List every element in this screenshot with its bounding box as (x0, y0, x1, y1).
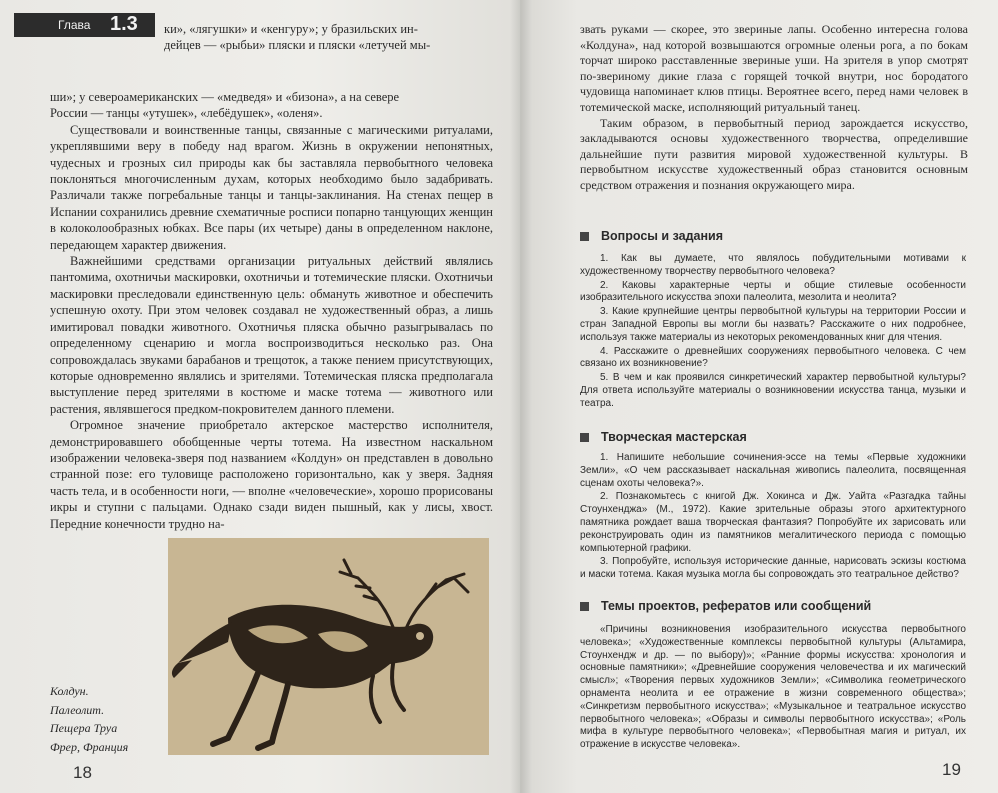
topics-list (580, 624, 966, 753)
list-item: 4. Расскажите о древнейших сооружениях первобытного человека. С чем связано их возникновение? (580, 345, 966, 370)
section-heading-topics (580, 599, 970, 613)
right-page (520, 0, 998, 793)
caption-line: Пещера Труа (50, 721, 118, 735)
topics-text: «Причины возникновения изобразительного искусства первобытного человека»; «Художественные комплексы первобытной культуры (Альтамира, Стоунхендж и др. — по выбору)»; «Ранние формы искусства: хронология и основные памятники»; «Древнейшие сооружения человечества и их магический смысл»; «Творения первых художников Земли»; «Символика геометрического орнамента неолита и ее отражение в жизни современного общества»; «Синкретизм первобытного искусства»; «Музыкальное и театральное искусство первобытного человека»; «Образы и символы первобытного искусства»; «Роль мифа в культуре первобытного человека»; «Первобытная магия и ритуал, их отражение в искусстве человека». (580, 624, 966, 751)
section-title: Творческая мастерская (601, 430, 747, 444)
right-body-text (580, 22, 968, 194)
text-line: ши»; у североамериканских — «медведя» и «бизона», а на севере (50, 90, 400, 104)
list-item: 1. Как вы думаете, что являлось побудительными мотивами к художественному творчеству первобытного человека? (580, 253, 966, 277)
paragraph: звать руками — скорее, это звериные лапы. Особенно интересна голова «Колдуна», над которой возвышаются огромные оленьи рога, а по бокам торчат широко расставленные звериные уши. На зрителя в упор смотрят по-звериному дикие глаза с горящей точкой внутри, нос бородатого чудовища напоминает клюв птицы. Вероятнее всего, перед нами человек в тотемической маске, исполняющий ритуальный танец. (580, 22, 968, 114)
list-item: 3. Какие крупнейшие центры первобытной культуры на территории России и стран Западной Европы вы могли бы назвать? Расскажите о них подробнее, используя также материалы из некоторых рекомендованных книг для чтения. (580, 306, 966, 343)
text-line: России — танцы «утушек», «лебёдушек», «оленя». (50, 106, 323, 121)
caption-line: Палеолит. (50, 702, 105, 717)
sorcerer-figure-drawing (168, 538, 489, 755)
section-heading-questions (580, 229, 970, 243)
section-title: Темы проектов, рефератов или сообщений (601, 599, 872, 613)
caption-line: Фрер, Франция (50, 739, 129, 754)
questions-list (580, 253, 966, 412)
square-bullet-icon (580, 232, 589, 241)
workshop-list (580, 452, 966, 583)
chapter-number: 1.3 (110, 13, 138, 35)
square-bullet-icon (580, 433, 589, 442)
page-number-right: 19 (942, 760, 961, 779)
chapter-header (14, 13, 155, 37)
paragraph: Важнейшими средствами организации ритуальных действий являлись пантомима, охотничьи маскировки, охотничьи и тотемические пляски. Охотничьи маскировки преследовали единственную цель: обмануть животное и обеспечить успешную охоту. При этом человек создавал не художественный образ, а лишь имитировал повадки животного. Охотничья пляска обычно разыгрывалась по определенному сценарию и могла воспроизводиться несколько раз. Она сопровождалась звуками барабанов и трещоток, а также пением присутствующих, которые одновременно являлись и зрителями. Тотемическая пляска предполагала выступление перед зрителями в костюме и маске тотема — животного или растения, являвшегося предком-покровителем данного племени. (50, 254, 493, 416)
list-item: 2. Познакомьтесь с книгой Дж. Хокинса и Дж. Уайта «Разгадка тайны Стоунхенджа» (М., 1972). Какие зрительные образы этого архитектурного памятника рождает ваша творческая фантазия? Попробуйте их зарисовать или реконструировать один из памятников мегалитического периода с помощью компьютерной графики. (580, 491, 966, 554)
paragraph: Таким образом, в первобытный период зарождается искусство, закладываются основы художественного творчества, определившие дальнейшие пути развития мировой художественной культуры. В первобытном искусстве художественный образ становится основным средством отражения и познания окружающего мира. (580, 115, 968, 192)
section-heading-workshop (580, 430, 970, 444)
chapter-label: Глава (58, 18, 91, 32)
sorcerer-cave-illustration (168, 538, 489, 755)
paragraph: Существовали и воинственные танцы, связанные с магическими ритуалами, укреплявшими веру в победу над врагом. Жизнь в окружении непонятных, чудесных и грозных сил природы как бы заставляла первобытного человека поклоняться многочисленным духам, которых необходимо было задабривать. Различали также погребальные танцы и танцы-заклинания. На стенах пещер в Испании сохранились древние схематичные росписи попарно танцующих женщин в колоколообразных юбках. Все пары (их четыре) даны в определенном наклоне, передающем характер движения. (50, 122, 493, 252)
page-number-left: 18 (73, 763, 92, 782)
left-body-text (50, 89, 493, 532)
book-gutter-shadow (510, 0, 532, 793)
list-item: 1. Напишите небольшие сочинения-эссе на темы «Первые художники Земли», «О чем рассказывает наскальная живопись палеолита, посвященная сценам охоты человека?». (580, 452, 966, 489)
list-item: 5. В чем и как проявился синкретический характер первобытной культуры? Для ответа используйте материалы о возникновении искусства танца, музыки и театра. (580, 372, 966, 409)
paragraph: Огромное значение приобретало актерское мастерство исполнителя, демонстрировавшего обобщенные черты тотема. На известном наскальном изображении человека-зверя под названием «Колдун» он представлен в довольно странной позе: его туловище расположено горизонтально, как у зверя. Задняя часть тела, и в особенности ноги, — вполне «человеческие», хорошо прорисованы икры и ступни с пальцами. Однако сзади виден пышный, как у лисы, хвост. Передние конечности трудно на- (50, 418, 493, 531)
text-line: ки», «лягушки» и «кенгуру»; у бразильских ин- (164, 22, 418, 36)
caption-line: Колдун. (50, 684, 89, 698)
text-line: дейцев — «рыбьи» пляски и пляски «летучей мы- (164, 38, 431, 53)
illustration-caption (50, 682, 128, 756)
list-item: 2. Каковы характерные черты и общие стилевые особенности изобразительного искусства эпохи палеолита, мезолита и неолита? (580, 279, 966, 304)
section-title: Вопросы и задания (601, 229, 723, 243)
list-item: 3. Попробуйте, используя исторические данные, нарисовать эскизы костюма и маски тотема. Какая музыка могла бы сопровождать это театральное действо? (580, 556, 966, 581)
left-top-lines (164, 21, 493, 54)
square-bullet-icon (580, 602, 589, 611)
